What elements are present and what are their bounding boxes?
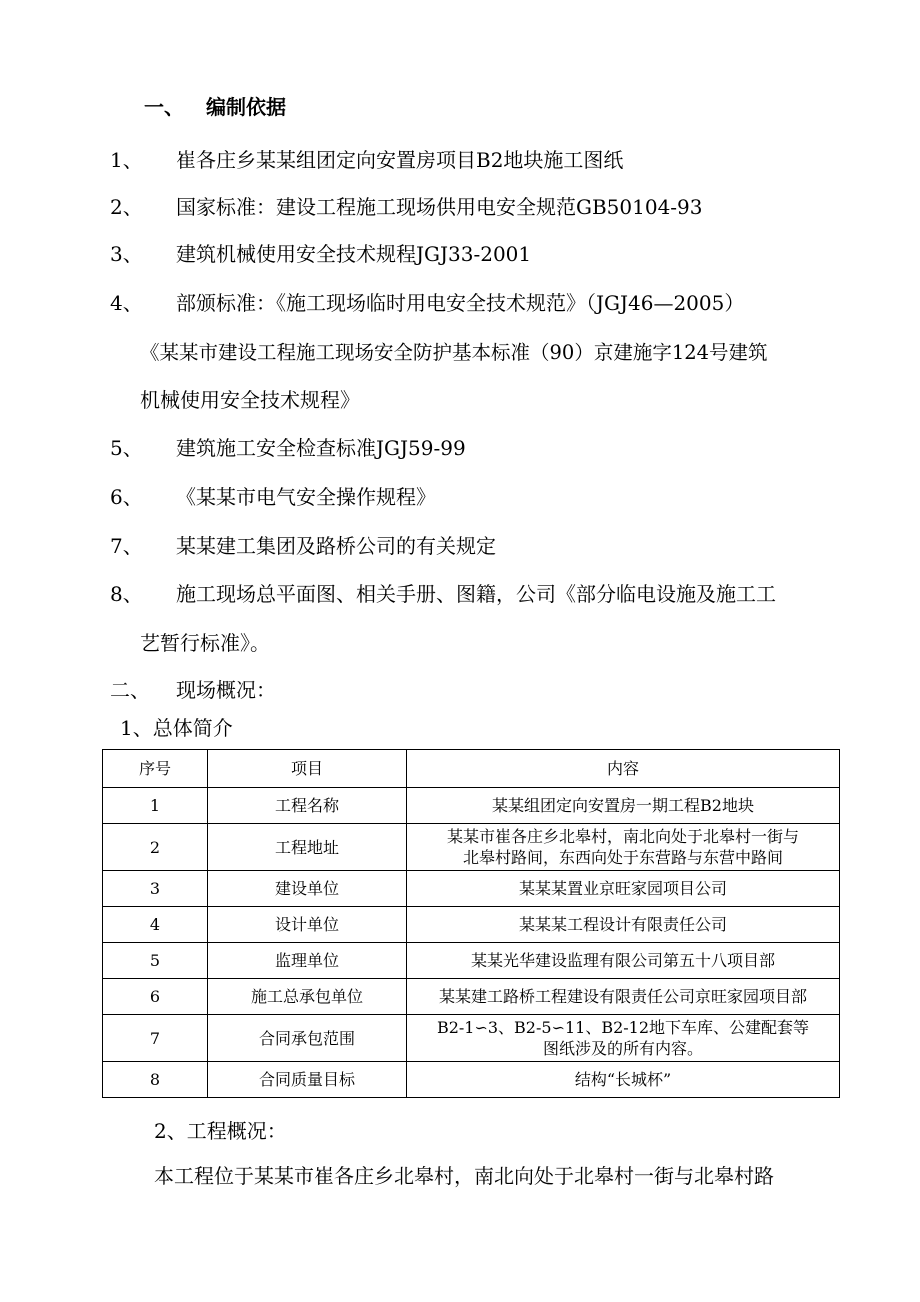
cell-content	[407, 1062, 840, 1098]
cell-content-line: 某某组团定向安置房一期工程B2地块	[492, 796, 754, 815]
cell-no: 5	[103, 943, 208, 979]
list-item-text: 国家标准：建设工程施工现场供用电安全规范GB50104-93	[176, 195, 703, 219]
list-item-text: 某某建工集团及路桥公司的有关规定	[176, 534, 496, 558]
list-item-continuation: 机械使用安全技术规程》	[140, 388, 360, 412]
cell-item: 施工总承包单位	[208, 979, 407, 1015]
cell-content	[407, 1015, 840, 1062]
cell-content	[407, 788, 840, 824]
cell-content-line: 图纸涉及的所有内容。	[542, 1039, 703, 1058]
cell-no: 3	[103, 871, 208, 907]
list-item-text: 施工现场总平面图、相关手册、图籍，公司《部分临电设施及施工工	[176, 582, 776, 606]
cell-no: 2	[103, 824, 208, 871]
cell-item: 监理单位	[208, 943, 407, 979]
paragraph-text: 本工程位于某某市崔各庄乡北皋村，南北向处于北皋村一街与北皋村路	[154, 1164, 774, 1188]
cell-content	[407, 871, 840, 907]
list-item-number: 4、	[110, 291, 143, 315]
cell-content-line: 北皋村路间，东西向处于东营路与东营中路间	[462, 848, 783, 867]
cell-content-line: 某某某置业京旺家园项目公司	[518, 879, 727, 898]
table-row	[103, 824, 840, 871]
cell-no: 7	[103, 1015, 208, 1062]
list-item-number: 7、	[110, 534, 143, 558]
cell-item: 合同质量目标	[208, 1062, 407, 1098]
cell-content	[407, 907, 840, 943]
list-item-number: 1、	[110, 148, 143, 172]
table-row	[103, 1062, 840, 1098]
cell-item: 工程名称	[208, 788, 407, 824]
list-item-number: 8、	[110, 582, 143, 606]
list-item-text: 部颁标准：《施工现场临时用电安全技术规范》（JGJ46—2005）	[176, 291, 745, 315]
list-item-continuation: 艺暂行标准》。	[140, 631, 270, 655]
section1-title: 编制依据	[206, 95, 286, 119]
column-header-content: 内容	[407, 750, 840, 788]
table-row	[103, 979, 840, 1015]
cell-content	[407, 943, 840, 979]
list-item-number: 5、	[110, 436, 143, 460]
list-item-number: 3、	[110, 242, 143, 266]
section1-number: 一、	[144, 95, 184, 119]
cell-content-line: 结构“长城杯”	[574, 1070, 672, 1089]
cell-content-line: 某某光华建设监理有限公司第五十八项目部	[470, 951, 775, 970]
cell-no: 4	[103, 907, 208, 943]
cell-item: 工程地址	[208, 824, 407, 871]
cell-content-line: 某某建工路桥工程建设有限责任公司京旺家园项目部	[438, 987, 807, 1006]
list-item-text: 崔各庄乡某某组团定向安置房项目B2地块施工图纸	[176, 148, 624, 172]
table-row	[103, 871, 840, 907]
cell-item: 合同承包范围	[208, 1015, 407, 1062]
cell-no: 6	[103, 979, 208, 1015]
subsection-title: 2、工程概况：	[154, 1119, 287, 1143]
cell-content-line: B2-1∽3、B2-5∽11、B2-12地下车库、公建配套等	[436, 1018, 810, 1037]
column-header-item: 项目	[208, 750, 407, 788]
column-header-no: 序号	[103, 750, 208, 788]
cell-no: 1	[103, 788, 208, 824]
cell-content	[407, 979, 840, 1015]
list-item-number: 2、	[110, 195, 143, 219]
list-item-text: 建筑机械使用安全技术规程JGJ33-2001	[176, 242, 532, 266]
cell-content-line: 某某某工程设计有限责任公司	[518, 915, 727, 934]
cell-item: 建设单位	[208, 871, 407, 907]
cell-item: 设计单位	[208, 907, 407, 943]
list-item-text: 建筑施工安全检查标准JGJ59-99	[176, 436, 466, 460]
table-header-row	[103, 750, 840, 788]
list-item-text: 《某某市电气安全操作规程》	[176, 485, 436, 509]
table-row	[103, 788, 840, 824]
section2-title: 现场概况：	[176, 678, 276, 702]
table-row	[103, 907, 840, 943]
overview-table	[102, 749, 840, 1098]
cell-no: 8	[103, 1062, 208, 1098]
list-item-number: 6、	[110, 485, 143, 509]
subsection-title: 1、总体简介	[120, 716, 233, 740]
table-row	[103, 1015, 840, 1062]
section2-number: 二、	[110, 678, 150, 702]
cell-content-line: 某某市崔各庄乡北皋村，南北向处于北皋村一街与	[446, 827, 799, 846]
table-row	[103, 943, 840, 979]
cell-content	[407, 824, 840, 871]
list-item-continuation: 《某某市建设工程施工现场安全防护基本标准（90）京建施字124号建筑	[140, 341, 768, 364]
